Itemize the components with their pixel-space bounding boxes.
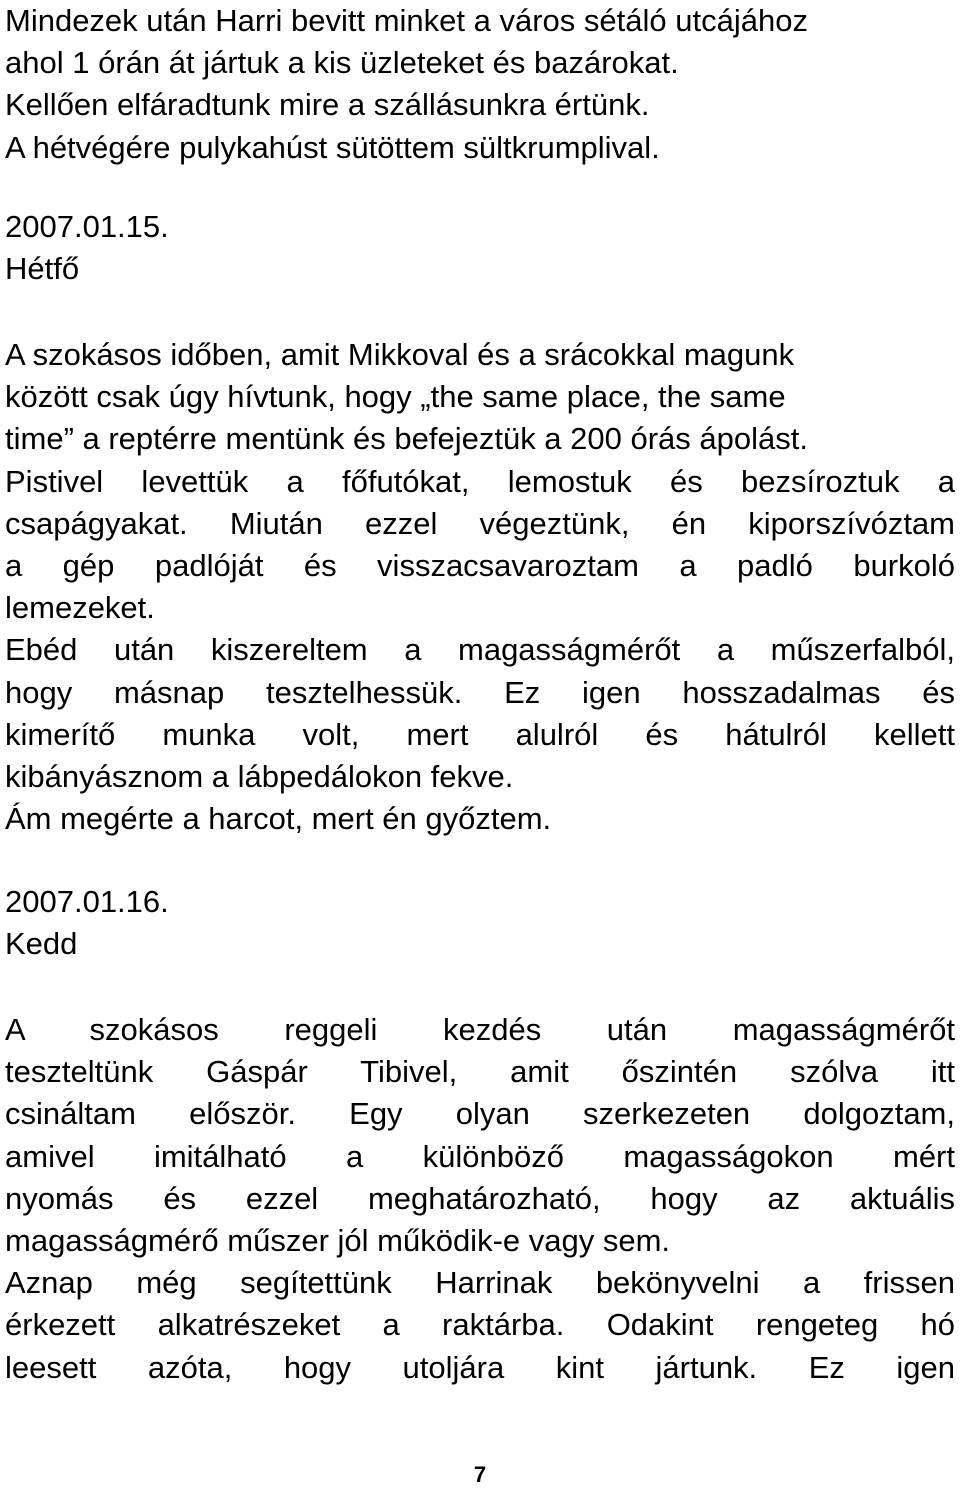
text-line: kimerítő munka volt, mert alulról és hátulról kellett [5,716,955,752]
page-number: 7 [473,1462,487,1487]
text-line: time” a reptérre mentünk és befejeztük a 200 órás ápolást. [5,421,808,457]
text-line: Aznap még segítettünk Harrinak bekönyvelni a frissen [5,1265,955,1301]
text-line: Kellően elfáradtunk mire a szállásunkra értünk. [5,87,650,123]
text-line: csináltam először. Egy olyan szerkezeten dolgoztam, [5,1096,955,1132]
text-line: A hétvégére pulykahúst sütöttem sültkrumplival. [5,129,660,165]
text-line: Pistivel levettük a főfutókat, lemostuk és bezsíroztuk a [5,463,955,499]
text-line: Ám megérte a harcot, mert én győztem. [5,801,552,837]
text-line: leesett azóta, hogy utoljára kint jártunk. Ez igen [5,1349,955,1385]
text-line: csapágyakat. Miután ezzel végeztünk, én kiporszívóztam [5,505,955,541]
text-line: lemezeket. [5,590,155,626]
text-line: Mindezek után Harri bevitt minket a város sétáló utcájához [5,3,808,38]
intro-paragraph [5,0,955,169]
text-line: között csak úgy hívtunk, hogy „the same place, the same [5,379,786,415]
text-line: nyomás és ezzel meghatározható, hogy az aktuális [5,1180,955,1216]
entry-heading [5,206,955,290]
text-line: hogy másnap tesztelhessük. Ez igen hosszadalmas és [5,674,955,710]
entry-date: 2007.01.15. [5,209,169,244]
entry-day: Hétfő [5,251,80,287]
text-line: érkezett alkatrészeket a raktárba. Odakint rengeteg hó [5,1307,955,1343]
text-line: A szokásos időben, amit Mikkoval és a srácokkal magunk [5,337,795,372]
entry-heading [5,881,955,965]
text-line: a gép padlóját és visszacsavaroztam a padló burkoló [5,547,955,583]
text-line: A szokásos reggeli kezdés után magasságmérőt [5,1012,955,1047]
entry-day: Kedd [5,926,78,962]
entry-body [5,1009,955,1389]
entry-body [5,334,955,840]
text-line: ahol 1 órán át jártuk a kis üzleteket és bazárokat. [5,45,679,81]
text-line: Ebéd után kiszereltem a magasságmérőt a műszerfalból, [5,632,955,668]
entry-date: 2007.01.16. [5,884,169,919]
text-line: kibányásznom a lábpedálokon fekve. [5,758,514,794]
text-line: amivel imitálható a különböző magasságokon mért [5,1138,955,1174]
text-line: magasságmérő műszer jól működik-e vagy sem. [5,1222,671,1258]
text-line: teszteltünk Gáspár Tibivel, amit őszintén szólva itt [5,1054,955,1090]
